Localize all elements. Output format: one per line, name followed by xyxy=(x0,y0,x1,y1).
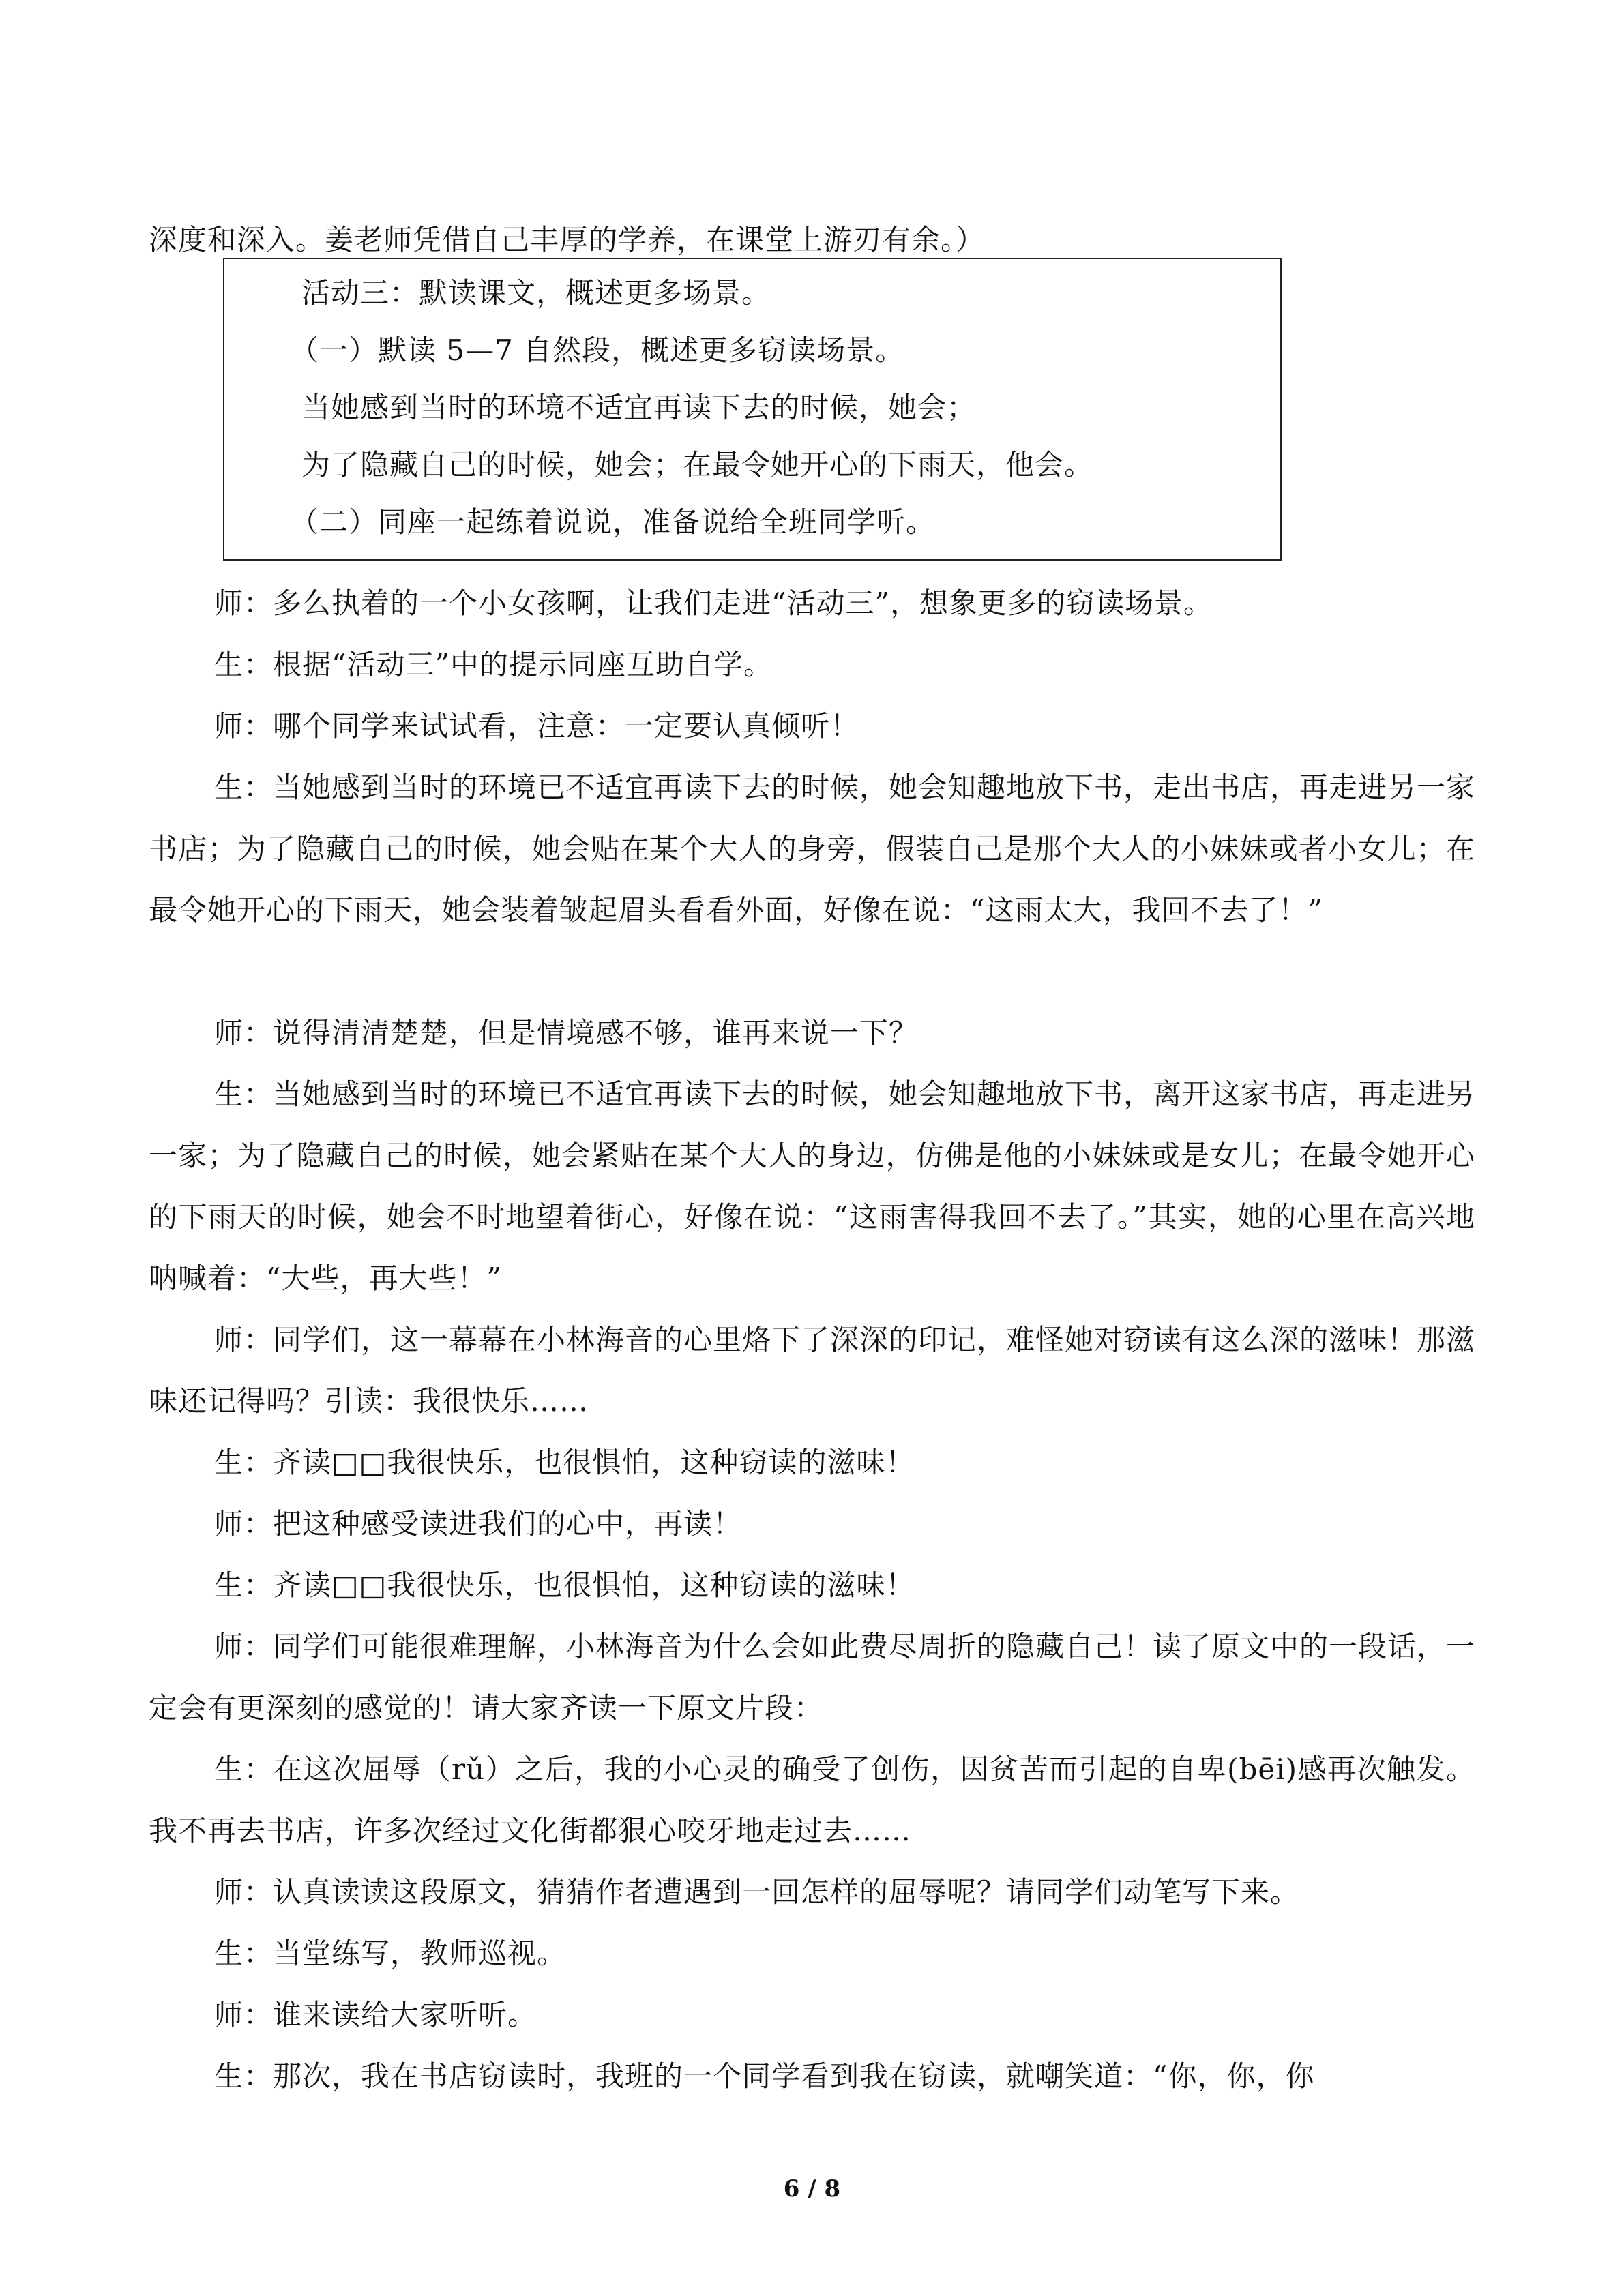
activity-step-1: （一）默读 5—7 自然段，概述更多窃读场景。 xyxy=(290,333,905,367)
dialogue-line: 师：哪个同学来试试看，注意：一定要认真倾听！ xyxy=(214,709,860,743)
dialogue-line: 生：根据“活动三”中的提示同座互助自学。 xyxy=(214,648,773,681)
activity-step-2: （二）同座一起练着说说，准备说给全班同学听。 xyxy=(290,505,936,539)
dialogue-line: 师：说得清清楚楚，但是情境感不够，谁再来说一下？ xyxy=(214,1016,919,1049)
dialogue-line: 师：谁来读给大家听听。 xyxy=(214,1998,537,2031)
dialogue-line: 师：把这种感受读进我们的心中，再读！ xyxy=(214,1507,743,1540)
dialogue-line: 生：当她感到当时的环境已不适宜再读下去的时候，她会知趣地放下书，走出书店，再走进另一家书店；为了隐藏自己的时候，她会贴在某个大人的身旁，假装自己是那个大人的小妹妹或者小女儿；在最令她开心的下雨天，她会装着皱起眉头看看外面，好像在说：“这雨太大，我回不去了！” xyxy=(149,771,1476,927)
dialogue-line: 师：认真读读这段原文，猜猜作者遭遇到一回怎样的屈辱呢？请同学们动笔写下来。 xyxy=(214,1875,1300,1909)
activity-title: 活动三：默读课文，概述更多场景。 xyxy=(301,276,771,310)
dialogue-line: 生：齐读□□我很快乐，也很惧怕，这种窃读的滋味！ xyxy=(214,1446,915,1479)
activity-prompt-1: 当她感到当时的环境不适宜再读下去的时候，她会； xyxy=(301,391,977,424)
dialogue-line: 生：那次，我在书店窃读时，我班的一个同学看到我在窃读，就嘲笑道：“你，你，你 xyxy=(214,2059,1315,2093)
dialogue-line: 师：多么执着的一个小女孩啊，让我们走进“活动三”，想象更多的窃读场景。 xyxy=(214,586,1213,620)
activity-prompt-2: 为了隐藏自己的时候，她会；在最令她开心的下雨天，他会。 xyxy=(301,448,1094,481)
dialogue-line: 生：当她感到当时的环境已不适宜再读下去的时候，她会知趣地放下书，离开这家书店，再走进另一家；为了隐藏自己的时候，她会紧贴在某个大人的身边，仿佛是他的小妹妹或是女儿；在最令她开心的下雨天的时候，她会不时地望着街心，好像在说：“这雨害得我回不去了。”其实，她的心里在高兴地呐喊着：“大些，再大些！” xyxy=(149,1077,1476,1295)
page-number: 6 / 8 xyxy=(783,2175,841,2203)
dialogue-line: 师：同学们可能很难理解，小林海音为什么会如此费尽周折的隐藏自己！读了原文中的一段话，一定会有更深刻的感觉的！请大家齐读一下原文片段： xyxy=(149,1630,1476,1725)
dialogue-line: 生：齐读□□我很快乐，也很惧怕，这种窃读的滋味！ xyxy=(214,1568,915,1602)
intro-tail-paragraph: 深度和深入。姜老师凭借自己丰厚的学养，在课堂上游刃有余。） xyxy=(149,223,986,256)
dialogue-line: 师：同学们，这一幕幕在小林海音的心里烙下了深深的印记，难怪她对窃读有这么深的滋味！那滋味还记得吗？引读：我很快乐…… xyxy=(149,1323,1476,1418)
dialogue-line: 生：当堂练写，教师巡视。 xyxy=(214,1937,567,1970)
activity-box xyxy=(223,258,1282,561)
dialogue-line: 生：在这次屈辱（rǔ）之后，我的小心灵的确受了创伤，因贫苦而引起的自卑(bēi)感再次触发。我不再去书店，许多次经过文化街都狠心咬牙地走过去…… xyxy=(149,1753,1475,1847)
